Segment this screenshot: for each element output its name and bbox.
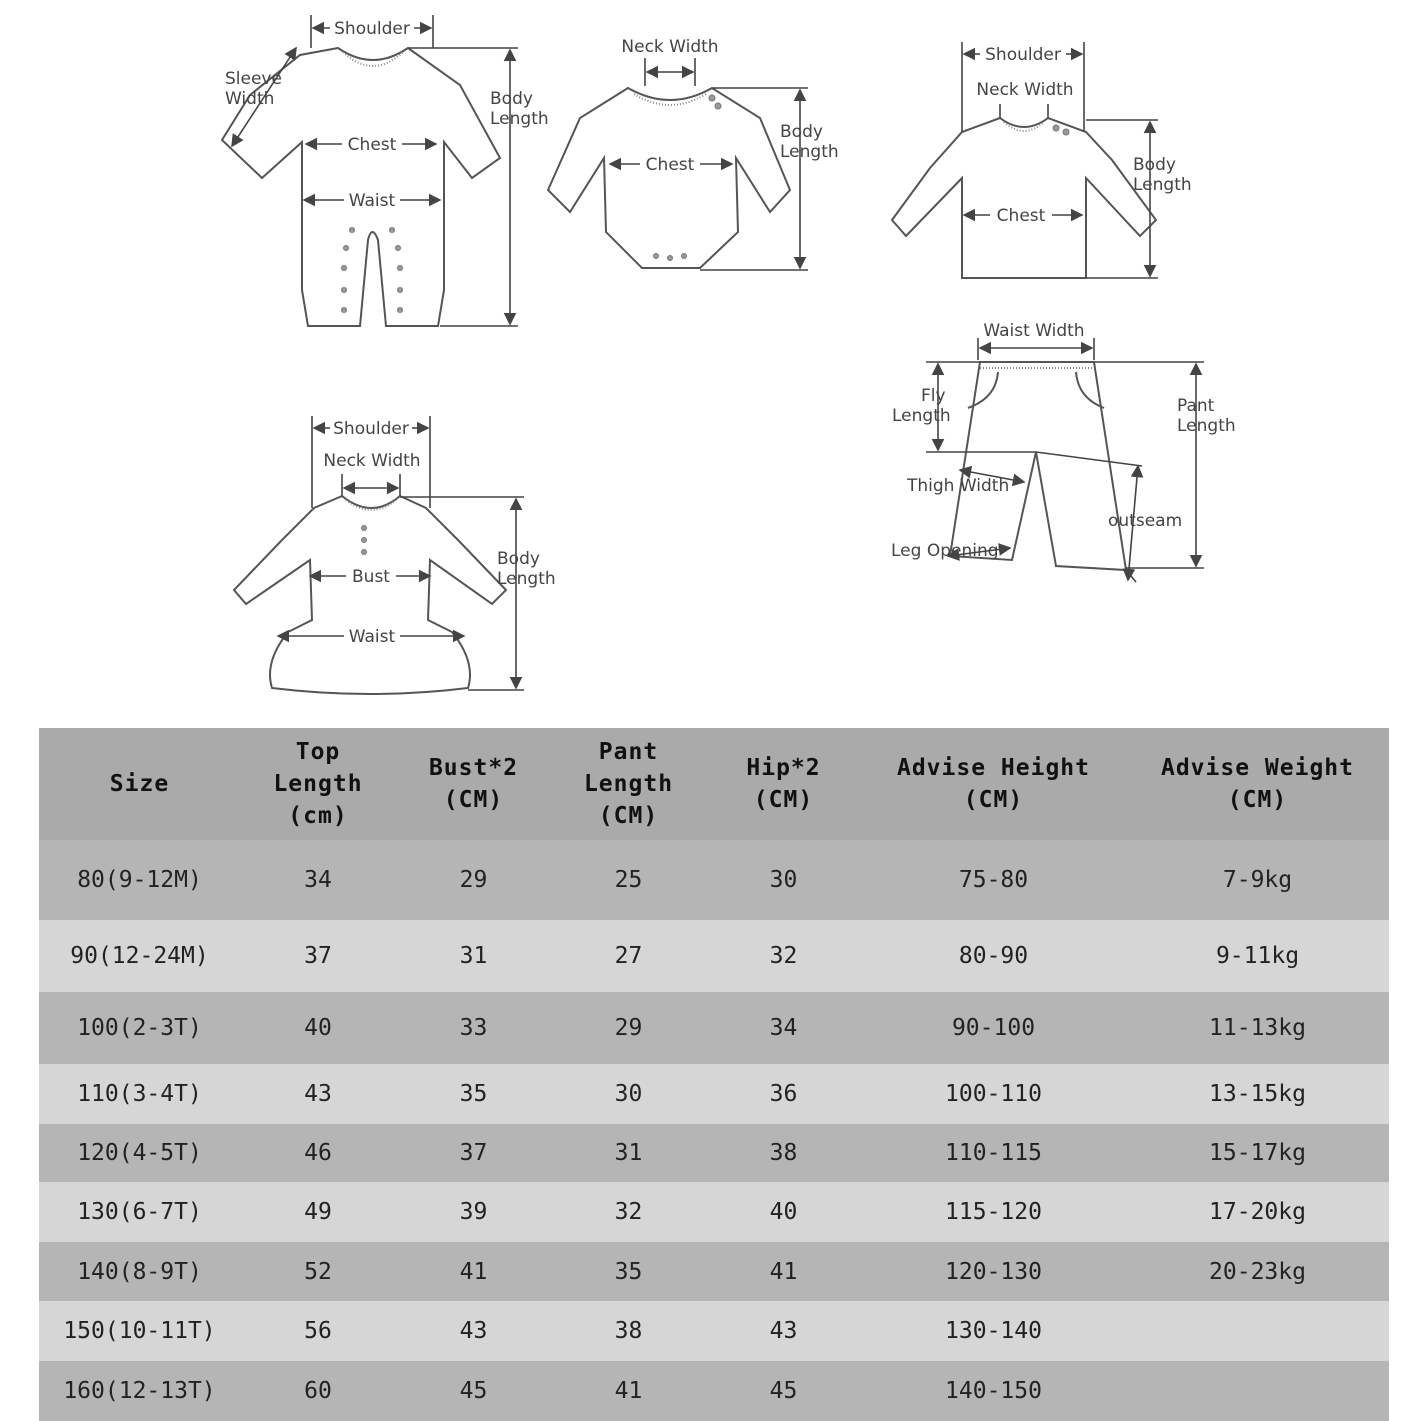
header-pant-length: Pant Length (CM) bbox=[551, 728, 706, 840]
header-advise-height: Advise Height (CM) bbox=[861, 728, 1126, 840]
hip-cell: 32 bbox=[706, 920, 861, 992]
dress-body-length-label: Body Length bbox=[497, 549, 556, 589]
dress-bust-label: Bust bbox=[352, 567, 390, 587]
table-row bbox=[39, 1301, 1389, 1361]
weight-cell: 13-15kg bbox=[1126, 1064, 1389, 1124]
weight-cell: 9-11kg bbox=[1126, 920, 1389, 992]
dress-waist-label: Waist bbox=[348, 627, 396, 647]
bust-cell: 37 bbox=[396, 1124, 551, 1182]
top-length-cell: 40 bbox=[240, 992, 396, 1064]
pant-length-cell: 38 bbox=[551, 1301, 706, 1361]
height-cell: 90-100 bbox=[861, 992, 1126, 1064]
hip-cell: 43 bbox=[706, 1301, 861, 1361]
bust-cell: 31 bbox=[396, 920, 551, 992]
size-chart-table bbox=[39, 728, 1389, 1421]
top-length-cell: 37 bbox=[240, 920, 396, 992]
hip-cell: 45 bbox=[706, 1361, 861, 1421]
table-row bbox=[39, 1182, 1389, 1242]
bust-cell: 43 bbox=[396, 1301, 551, 1361]
bodysuit-body-length-label: Body Length bbox=[780, 122, 839, 162]
top-length-cell: 56 bbox=[240, 1301, 396, 1361]
header-size: Size bbox=[39, 728, 240, 840]
top-length-cell: 49 bbox=[240, 1182, 396, 1242]
bust-cell: 33 bbox=[396, 992, 551, 1064]
shirt-shoulder-label: Shoulder bbox=[985, 45, 1061, 65]
top-length-cell: 52 bbox=[240, 1242, 396, 1301]
header-bust: Bust*2 (CM) bbox=[396, 728, 551, 840]
pants-leg-opening-label: Leg Opening bbox=[891, 541, 999, 561]
shirt-body-length-label: Body Length bbox=[1133, 155, 1192, 195]
hip-cell: 36 bbox=[706, 1064, 861, 1124]
table-row bbox=[39, 1124, 1389, 1182]
romper-shoulder-label: Shoulder bbox=[334, 19, 410, 39]
height-cell: 140-150 bbox=[861, 1361, 1126, 1421]
size-cell: 120(4-5T) bbox=[39, 1124, 240, 1182]
bust-cell: 39 bbox=[396, 1182, 551, 1242]
size-cell: 160(12-13T) bbox=[39, 1361, 240, 1421]
size-cell: 110(3-4T) bbox=[39, 1064, 240, 1124]
dress-neck-width-label: Neck Width bbox=[323, 451, 421, 471]
hip-cell: 30 bbox=[706, 840, 861, 920]
table-row bbox=[39, 920, 1389, 992]
bodysuit-chest-label: Chest bbox=[645, 155, 695, 175]
pant-length-cell: 30 bbox=[551, 1064, 706, 1124]
pant-length-cell: 27 bbox=[551, 920, 706, 992]
height-cell: 80-90 bbox=[861, 920, 1126, 992]
pant-length-cell: 25 bbox=[551, 840, 706, 920]
pants-fly-length-label: Fly Length bbox=[892, 386, 951, 426]
weight-cell: 7-9kg bbox=[1126, 840, 1389, 920]
table-row bbox=[39, 1064, 1389, 1124]
weight-cell: 17-20kg bbox=[1126, 1182, 1389, 1242]
table-header-row bbox=[39, 728, 1389, 840]
top-length-cell: 34 bbox=[240, 840, 396, 920]
weight-cell: 11-13kg bbox=[1126, 992, 1389, 1064]
top-length-cell: 43 bbox=[240, 1064, 396, 1124]
bust-cell: 35 bbox=[396, 1064, 551, 1124]
pants-pant-length-label: Pant Length bbox=[1177, 396, 1236, 436]
romper-snaps bbox=[342, 228, 403, 313]
size-cell: 140(8-9T) bbox=[39, 1242, 240, 1301]
size-cell: 150(10-11T) bbox=[39, 1301, 240, 1361]
hip-cell: 41 bbox=[706, 1242, 861, 1301]
pant-length-cell: 35 bbox=[551, 1242, 706, 1301]
hip-cell: 38 bbox=[706, 1124, 861, 1182]
hip-cell: 40 bbox=[706, 1182, 861, 1242]
romper-waist-label: Waist bbox=[348, 191, 396, 211]
pants-thigh-width-label: Thigh Width bbox=[907, 476, 1010, 496]
header-advise-weight: Advise Weight (CM) bbox=[1126, 728, 1389, 840]
size-cell: 130(6-7T) bbox=[39, 1182, 240, 1242]
hip-cell: 34 bbox=[706, 992, 861, 1064]
table-row bbox=[39, 1361, 1389, 1421]
pant-length-cell: 41 bbox=[551, 1361, 706, 1421]
height-cell: 110-115 bbox=[861, 1124, 1126, 1182]
height-cell: 130-140 bbox=[861, 1301, 1126, 1361]
weight-cell bbox=[1126, 1361, 1389, 1421]
weight-cell bbox=[1126, 1301, 1389, 1361]
weight-cell: 15-17kg bbox=[1126, 1124, 1389, 1182]
bust-cell: 29 bbox=[396, 840, 551, 920]
table-row bbox=[39, 992, 1389, 1064]
height-cell: 120-130 bbox=[861, 1242, 1126, 1301]
pant-length-cell: 29 bbox=[551, 992, 706, 1064]
pants-diagram bbox=[891, 321, 1236, 582]
header-top-length: Top Length (cm) bbox=[240, 728, 396, 840]
bust-cell: 41 bbox=[396, 1242, 551, 1301]
bust-cell: 45 bbox=[396, 1361, 551, 1421]
shirt-chest-label: Chest bbox=[996, 206, 1046, 226]
bodysuit-diagram bbox=[548, 37, 839, 270]
table-row bbox=[39, 1242, 1389, 1301]
romper-diagram bbox=[222, 15, 549, 326]
weight-cell: 20-23kg bbox=[1126, 1242, 1389, 1301]
bodysuit-neck-width-label: Neck Width bbox=[621, 37, 719, 57]
shirt-neck-width-label: Neck Width bbox=[976, 80, 1074, 100]
size-cell: 100(2-3T) bbox=[39, 992, 240, 1064]
top-length-cell: 46 bbox=[240, 1124, 396, 1182]
height-cell: 100-110 bbox=[861, 1064, 1126, 1124]
romper-chest-label: Chest bbox=[347, 135, 397, 155]
pants-outseam-label: outseam bbox=[1108, 511, 1183, 531]
top-length-cell: 60 bbox=[240, 1361, 396, 1421]
height-cell: 115-120 bbox=[861, 1182, 1126, 1242]
shirt-diagram bbox=[892, 42, 1192, 278]
pant-length-cell: 31 bbox=[551, 1124, 706, 1182]
table-row bbox=[39, 840, 1389, 920]
header-hip: Hip*2 (CM) bbox=[706, 728, 861, 840]
pant-length-cell: 32 bbox=[551, 1182, 706, 1242]
romper-body-length-label: Body Length bbox=[490, 89, 549, 129]
height-cell: 75-80 bbox=[861, 840, 1126, 920]
pants-waist-width-label: Waist Width bbox=[983, 321, 1085, 341]
dress-diagram bbox=[234, 416, 556, 694]
size-cell: 90(12-24M) bbox=[39, 920, 240, 992]
dress-shoulder-label: Shoulder bbox=[333, 419, 409, 439]
romper-sleeve-width-label: Sleeve Width bbox=[225, 69, 282, 109]
size-cell: 80(9-12M) bbox=[39, 840, 240, 920]
